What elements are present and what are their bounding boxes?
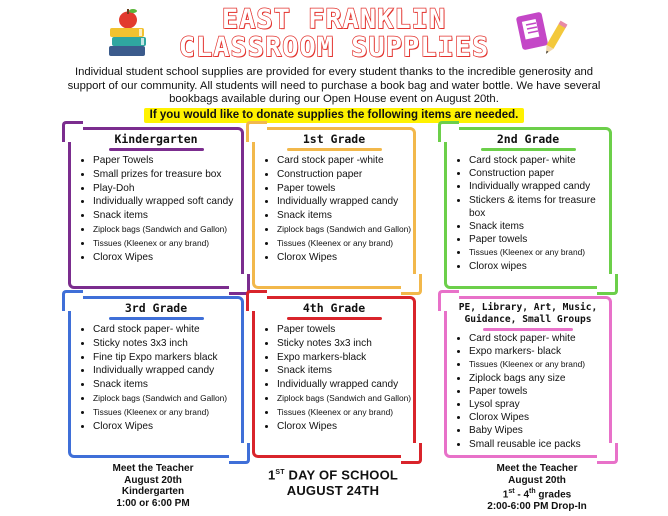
intro-text: Individual student school supplies are provided for every student thanks to the incredible generosity and support of our community. All students will need to purchase a book bag and water bottle. We have several bookbags available during our Open House event on August 20th. [67,66,601,106]
footer-right [462,463,612,512]
card-title-underline [109,317,204,320]
supply-item: • Tissues (Kleenex or any brand) [469,358,609,371]
supply-item: • Ziplock bags any size [469,372,609,385]
supply-item: • Ziplock bags (Sandwich and Gallon) [93,392,241,406]
supply-item: • Fine tip Expo markers black [93,351,241,365]
footer-right-line2: August 20th [508,474,566,486]
footer-right-line3: 1st - 4th grades [502,488,572,501]
supply-item: • Ziplock bags (Sandwich and Gallon) [93,223,241,237]
supply-item: • Sticky notes 3x3 inch [277,337,413,351]
supply-card [444,127,612,289]
supply-item: • Snack items [277,364,413,378]
card-title: PE, Library, Art, Music, Guidance, Small Groups [458,302,598,325]
card-title-underline [109,148,204,151]
supply-list [255,323,413,433]
supply-item: • Card stock paper -white [277,154,413,168]
supply-item: • Small reusable ice packs [469,438,609,451]
supply-item: • Expo markers- black [469,345,609,358]
supply-list [71,154,241,264]
donate-banner: If you would like to donate supplies the following items are needed. [144,108,524,123]
supply-item: • Paper towels [277,323,413,337]
supply-item: • Tissues (Kleenex or any brand) [277,406,413,420]
supply-card [444,296,612,458]
supply-item: • Ziplock bags (Sandwich and Gallon) [277,223,413,237]
supply-item: • Small prizes for treasure box [93,168,241,182]
card-title-underline [483,328,573,331]
supply-item: • Clorox Wipes [93,420,241,434]
supply-item: • Tissues (Kleenex or any brand) [93,237,241,251]
supply-item: • Paper towels [469,385,609,398]
supply-item: • Individually wrapped candy [277,378,413,392]
supply-item: • Clorox Wipes [277,251,413,265]
card-title: 2nd Grade [496,132,560,146]
supply-list [447,154,609,273]
footer-left-line3: Kindergarten [121,486,185,497]
footer-right-line4: 2:00-6:00 PM Drop-In [487,500,587,512]
supply-card [68,296,244,458]
supply-card [252,296,416,458]
first-day-line1: 1ST DAY OF SCHOOL [267,467,399,483]
supply-list [255,154,413,264]
supply-item: • Construction paper [277,168,413,182]
card-title: 1st Grade [302,132,366,146]
supply-item: • Paper Towels [93,154,241,168]
supply-list [447,332,609,451]
supply-item: • Snack items [469,220,609,233]
supply-item: • Snack items [93,209,241,223]
supply-item: • Individually wrapped candy [469,180,609,193]
supply-item: • Tissues (Kleenex or any brand) [93,406,241,420]
supply-item: • Clorox wipes [469,260,609,273]
supply-item: • Tissues (Kleenex or any brand) [277,237,413,251]
supply-item: • Clorox Wipes [277,420,413,434]
supply-item: • Card stock paper- white [469,332,609,345]
card-title: 3rd Grade [124,301,188,315]
supply-item: • Construction paper [469,167,609,180]
card-title-underline [287,148,382,151]
supply-item: • Lysol spray [469,398,609,411]
supply-item: • Ziplock bags (Sandwich and Gallon) [277,392,413,406]
supply-item: • Snack items [277,209,413,223]
first-day-line2: AUGUST 24TH [286,483,380,499]
supply-item: • Individually wrapped soft candy [93,195,241,209]
supply-item: • Individually wrapped candy [93,364,241,378]
supply-item: • Paper towels [469,233,609,246]
supply-card [68,127,244,289]
supply-item: • Expo markers-black [277,351,413,365]
supply-item: • Sticky notes 3x3 inch [93,337,241,351]
card-title-underline [287,317,382,320]
footer-right-line1: Meet the Teacher [496,463,578,474]
supply-item: • Tissues (Kleenex or any brand) [469,246,609,259]
supply-item: • Baby Wipes [469,424,609,437]
first-day-of-school [238,465,428,499]
supply-list [71,323,241,433]
card-title-underline [481,148,576,151]
supply-item: • Play-Doh [93,182,241,196]
footer-left-line4: 1:00 or 6:00 PM [116,497,190,509]
supply-item: • Clorox Wipes [469,411,609,424]
footer-left-line2: August 20th [124,474,182,486]
supply-item: • Card stock paper- white [93,323,241,337]
supply-item: • Clorox Wipes [93,251,241,265]
supply-card [252,127,416,289]
footer-left-line1: Meet the Teacher [112,463,194,474]
footer-left [88,463,218,509]
card-title: Kindergarten [114,132,198,146]
page-title-line1: EAST FRANKLIN [221,4,447,35]
supply-item: • Snack items [93,378,241,392]
supply-item: • Paper towels [277,182,413,196]
page-title-line2: CLASSROOM SUPPLIES [178,32,490,63]
supply-item: • Card stock paper- white [469,154,609,167]
supply-item: • Stickers & items for treasure box [469,194,609,220]
supply-item: • Individually wrapped candy [277,195,413,209]
card-title: 4th Grade [302,301,366,315]
